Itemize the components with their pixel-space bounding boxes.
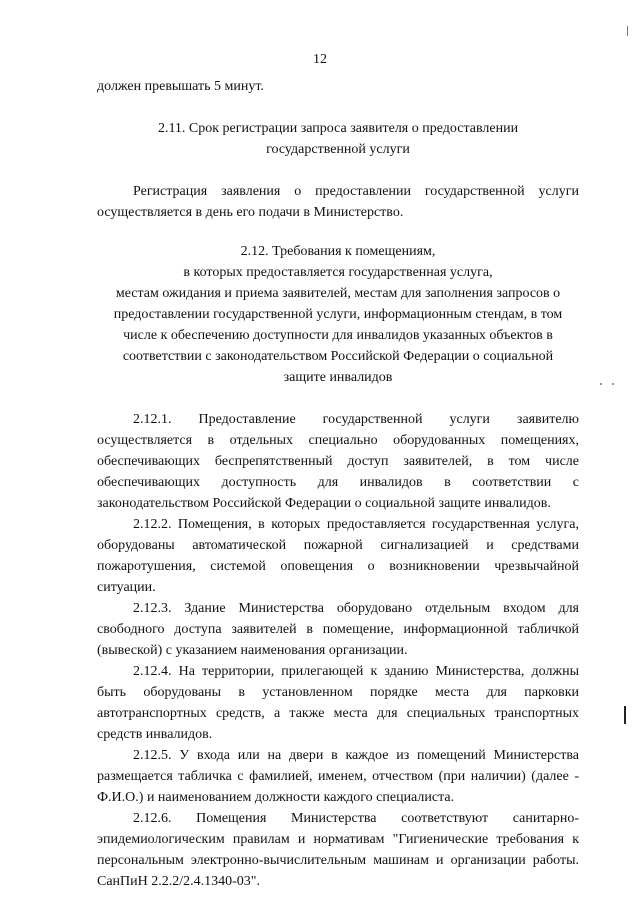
heading-line: 2.12. Требования к помещениям, [240, 244, 436, 259]
heading-line: защите инвалидов [283, 370, 393, 385]
heading-line: предоставлении государственной услуги, информационным стендам, в том [113, 307, 563, 322]
paragraph-2-12-2: 2.12.2. Помещения, в которых предоставляется государственная услуга, оборудованы автоматической пожарной сигнализацией и средствами пожаротушения, системой оповещения о возникновении чрезвычайной ситуации. [97, 517, 579, 595]
continuation-text: должен превышать 5 минут. [97, 79, 264, 94]
heading-line: числе к обеспечению доступности для инвалидов указанных объектов в [123, 328, 553, 343]
scan-margin-mark [624, 706, 626, 724]
heading-line: местам ожидания и приема заявителей, местам для заполнения запросов о [115, 286, 561, 301]
paragraph-2-12-4: 2.12.4. На территории, прилегающей к зданию Министерства, должны быть оборудованы в установленном порядке места для парковки автотранспортных средств, а также места для специальных транспортных средств инвалидов. [97, 664, 579, 742]
heading-line: 2.11. Срок регистрации запроса заявителя о предоставлении [157, 121, 519, 136]
section-2-11-heading [97, 118, 579, 160]
scan-dot [612, 383, 614, 385]
page-content [97, 76, 579, 892]
page-number: 12 [313, 52, 327, 67]
paragraph-2-12-1: 2.12.1. Предоставление государственной услуги заявителю осуществляется в отдельных специально оборудованных помещениях, обеспечивающих беспрепятственный доступ заявителей, в том числе обеспечивающих доступность для инвалидов в соответствии с законодательством Российской Федерации о социальной защите инвалидов. [97, 412, 579, 511]
paragraph-2-12-6: 2.12.6. Помещения Министерства соответствуют санитарно-эпидемиологическим правилам и нормативам "Гигиенические требования к персональным электронно-вычислительным машинам и организации работы. СанПиН 2.2.2/2.4.1340-03". [97, 811, 579, 889]
scan-margin-mark [627, 26, 628, 36]
heading-line: соответствии с законодательством Российской Федерации о социальной [122, 349, 554, 364]
heading-line: государственной услуги [266, 142, 410, 157]
heading-line: в которых предоставляется государственная услуга, [183, 265, 493, 280]
paragraph-2-12-5: 2.12.5. У входа или на двери в каждое из помещений Министерства размещается табличка с фамилией, именем, отчеством (при наличии) (далее - Ф.И.О.) и наименованием должности каждого специалиста. [97, 748, 579, 805]
section-2-12-heading [97, 241, 579, 388]
paragraph-2-12-3: 2.12.3. Здание Министерства оборудовано отдельным входом для свободного доступа заявителей в помещение, информационной табличкой (вывеской) с указанием наименования организации. [97, 601, 579, 658]
scan-dot [600, 383, 602, 385]
section-2-11-body: Регистрация заявления о предоставлении государственной услуги осуществляется в день его подачи в Министерство. [97, 184, 579, 220]
